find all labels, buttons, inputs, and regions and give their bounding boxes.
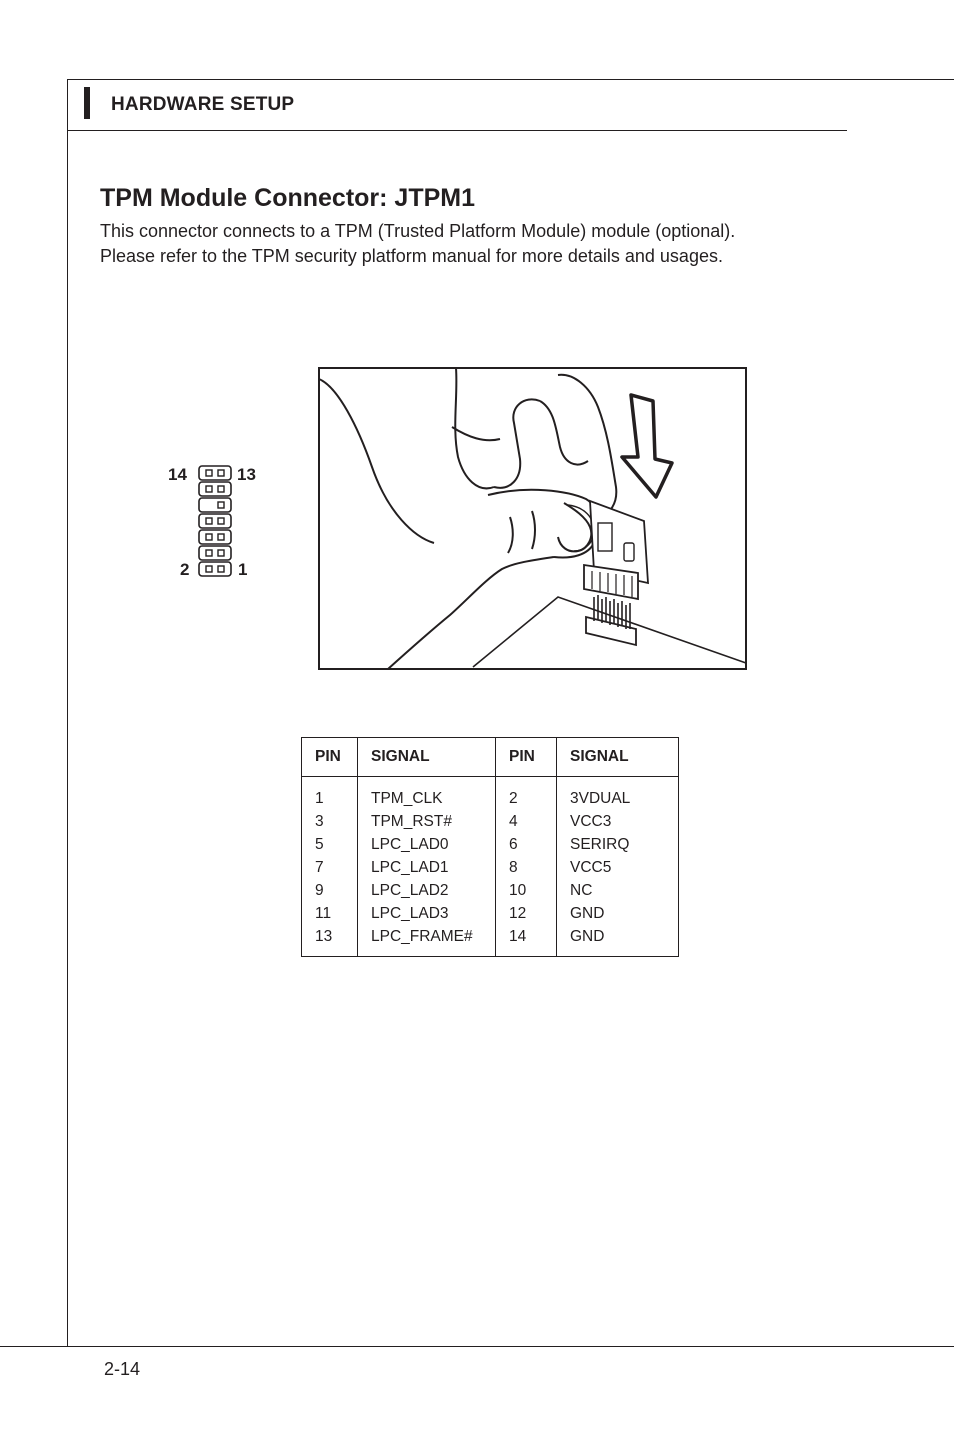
table-cell: NC bbox=[570, 882, 593, 899]
table-cell: LPC_LAD1 bbox=[371, 859, 449, 876]
pin-label-2: 2 bbox=[180, 560, 190, 579]
header-signal-even: SIGNAL bbox=[557, 738, 679, 777]
table-cell: 2 bbox=[509, 790, 518, 807]
jtpm1-pin-diagram bbox=[160, 458, 270, 588]
header-pin-odd: PIN bbox=[302, 738, 358, 777]
frame-bottom-rule bbox=[0, 1346, 954, 1347]
table-cell: 13 bbox=[315, 928, 333, 945]
table-cell: 4 bbox=[509, 813, 518, 830]
table-cell: 11 bbox=[315, 905, 332, 922]
page-number: 2-14 bbox=[104, 1359, 141, 1379]
table-cell: 1 bbox=[315, 790, 324, 807]
pin-label-13: 13 bbox=[237, 465, 256, 484]
table-header-row bbox=[302, 738, 679, 777]
table-cell: TPM_RST# bbox=[371, 813, 452, 830]
table-cell: LPC_FRAME# bbox=[371, 928, 473, 945]
tpm-installation-illustration bbox=[318, 367, 747, 670]
header-signal-odd: SIGNAL bbox=[358, 738, 496, 777]
pin-label-1: 1 bbox=[238, 560, 248, 579]
table-cell: GND bbox=[570, 905, 605, 922]
table-cell: 14 bbox=[509, 928, 527, 945]
pin-definition-table bbox=[301, 737, 679, 957]
table-cell: 7 bbox=[315, 859, 324, 876]
table-cell: VCC3 bbox=[570, 813, 612, 830]
section-title: HARDWARE SETUP bbox=[111, 94, 295, 115]
table-cell: GND bbox=[570, 928, 605, 945]
intro-line-2: Please refer to the TPM security platform manual for more details and usages. bbox=[100, 246, 723, 266]
table-cell: 5 bbox=[315, 836, 324, 853]
table-body-row bbox=[302, 777, 679, 957]
frame-left-rule bbox=[67, 79, 68, 1347]
section-marker bbox=[84, 87, 90, 119]
odd-pin-column bbox=[302, 777, 358, 957]
even-pin-column bbox=[496, 777, 557, 957]
page-title: TPM Module Connector: JTPM1 bbox=[100, 184, 475, 212]
table-cell: SERIRQ bbox=[570, 836, 630, 853]
intro-text bbox=[100, 219, 860, 269]
table-cell: 3VDUAL bbox=[570, 790, 631, 807]
table-cell: VCC5 bbox=[570, 859, 612, 876]
table-cell: 8 bbox=[509, 859, 518, 876]
odd-signal-column bbox=[358, 777, 496, 957]
table-cell: LPC_LAD3 bbox=[371, 905, 449, 922]
header-pin-even: PIN bbox=[496, 738, 557, 777]
intro-line-1: This connector connects to a TPM (Trusted Platform Module) module (optional). bbox=[100, 221, 736, 241]
table-cell: 3 bbox=[315, 813, 324, 830]
table-cell: LPC_LAD2 bbox=[371, 882, 449, 899]
pin-label-14: 14 bbox=[168, 465, 187, 484]
table-cell: 9 bbox=[315, 882, 324, 899]
table-cell: 12 bbox=[509, 905, 527, 922]
table-cell: 6 bbox=[509, 836, 518, 853]
even-signal-column bbox=[557, 777, 679, 957]
table-cell: TPM_CLK bbox=[371, 790, 443, 807]
frame-top-rule bbox=[67, 79, 954, 80]
table-cell: LPC_LAD0 bbox=[371, 836, 449, 853]
table-cell: 10 bbox=[509, 882, 527, 899]
header-rule bbox=[67, 130, 847, 131]
